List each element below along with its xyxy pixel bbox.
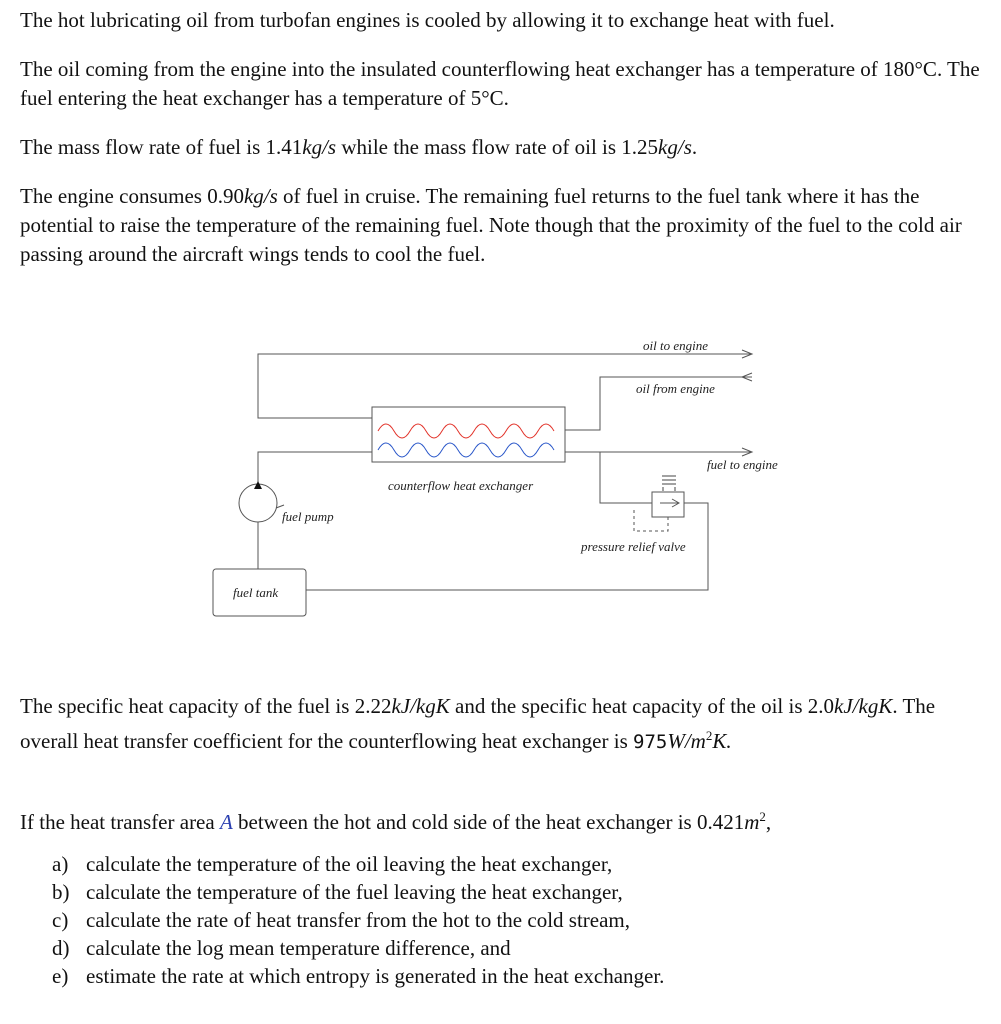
- label-pressure-relief-valve: pressure relief valve: [581, 539, 686, 554]
- u-value: 975: [633, 731, 668, 753]
- oil-inlet-temp: 180°C: [883, 57, 937, 81]
- fuel-inlet-temp: 5°C: [470, 86, 504, 110]
- label-fuel-pump: fuel pump: [282, 509, 334, 524]
- label-fuel-tank: fuel tank: [233, 585, 279, 600]
- fuel-wave-line: [378, 443, 554, 457]
- relief-valve-branch-line: [600, 452, 652, 503]
- area-paragraph: If the heat transfer area A between the hot and cold side of the heat exchanger is $0.421m^2$,: [20, 809, 772, 834]
- intro-mass-flows: The mass flow rate of fuel is 1.41kg/s while the mass flow rate of oil is 1.25kg/s.: [20, 135, 698, 159]
- area-symbol: A: [219, 810, 233, 834]
- question-list: [52, 850, 664, 990]
- question-item: b) calculate the temperature of the fuel leaving the heat exchanger,: [52, 880, 623, 904]
- label-heat-exchanger: counterflow heat exchanger: [388, 478, 534, 493]
- area-value: 0.421: [696, 810, 745, 834]
- cp-fuel: 2.22: [354, 694, 392, 718]
- pump-direction-triangle: [254, 481, 262, 489]
- label-fuel-to-engine: fuel to engine: [707, 457, 778, 472]
- oil-mass-flow: 1.25: [621, 135, 659, 159]
- fuel-mass-flow: 1.41: [265, 135, 303, 159]
- properties-paragraph: The specific heat capacity of the fuel is 2.22kJ/kgK and the specific heat capacity of the oil is 2.0kJ/kgK. The overall heat transfer coefficient for the counterflowing heat exchanger is $975W/m^2K$.: [20, 694, 936, 753]
- intro-oil-fuel-temps: The oil coming from the engine into the insulated counterflowing heat exchanger has a temperature of 180°C. The fuel entering the heat exchanger has a temperature of 5°C.: [20, 57, 980, 110]
- pressure-relief-valve-box: [652, 492, 684, 517]
- fuel-pump-circle: [239, 484, 277, 522]
- question-item: c) calculate the rate of heat transfer from the hot to the cold stream,: [52, 908, 631, 932]
- pump-to-exchanger-line: [258, 452, 372, 484]
- question-item: d) calculate the log mean temperature difference, and: [52, 936, 511, 960]
- question-item: a) calculate the temperature of the oil leaving the heat exchanger,: [52, 852, 613, 876]
- fuel-consumed: 0.90: [207, 184, 244, 208]
- intro-fuel-consumption: The engine consumes 0.90kg/s of fuel in cruise. The remaining fuel returns to the fuel tank where it has the potential to raise the temperature of the remaining fuel. Note though that the proximity of the fuel to the cold air passing around the aircraft wings tends to cool the fuel.: [20, 184, 962, 266]
- intro-line-1: The hot lubricating oil from turbofan engines is cooled by allowing it to exchange heat with fuel.: [20, 8, 835, 32]
- question-item: e) estimate the rate at which entropy is generated in the heat exchanger.: [52, 964, 665, 988]
- label-oil-to-engine: oil to engine: [643, 338, 708, 353]
- cp-oil: 2.0: [807, 694, 835, 718]
- oil-wave-line: [378, 424, 554, 438]
- label-oil-from-engine: oil from engine: [636, 381, 715, 396]
